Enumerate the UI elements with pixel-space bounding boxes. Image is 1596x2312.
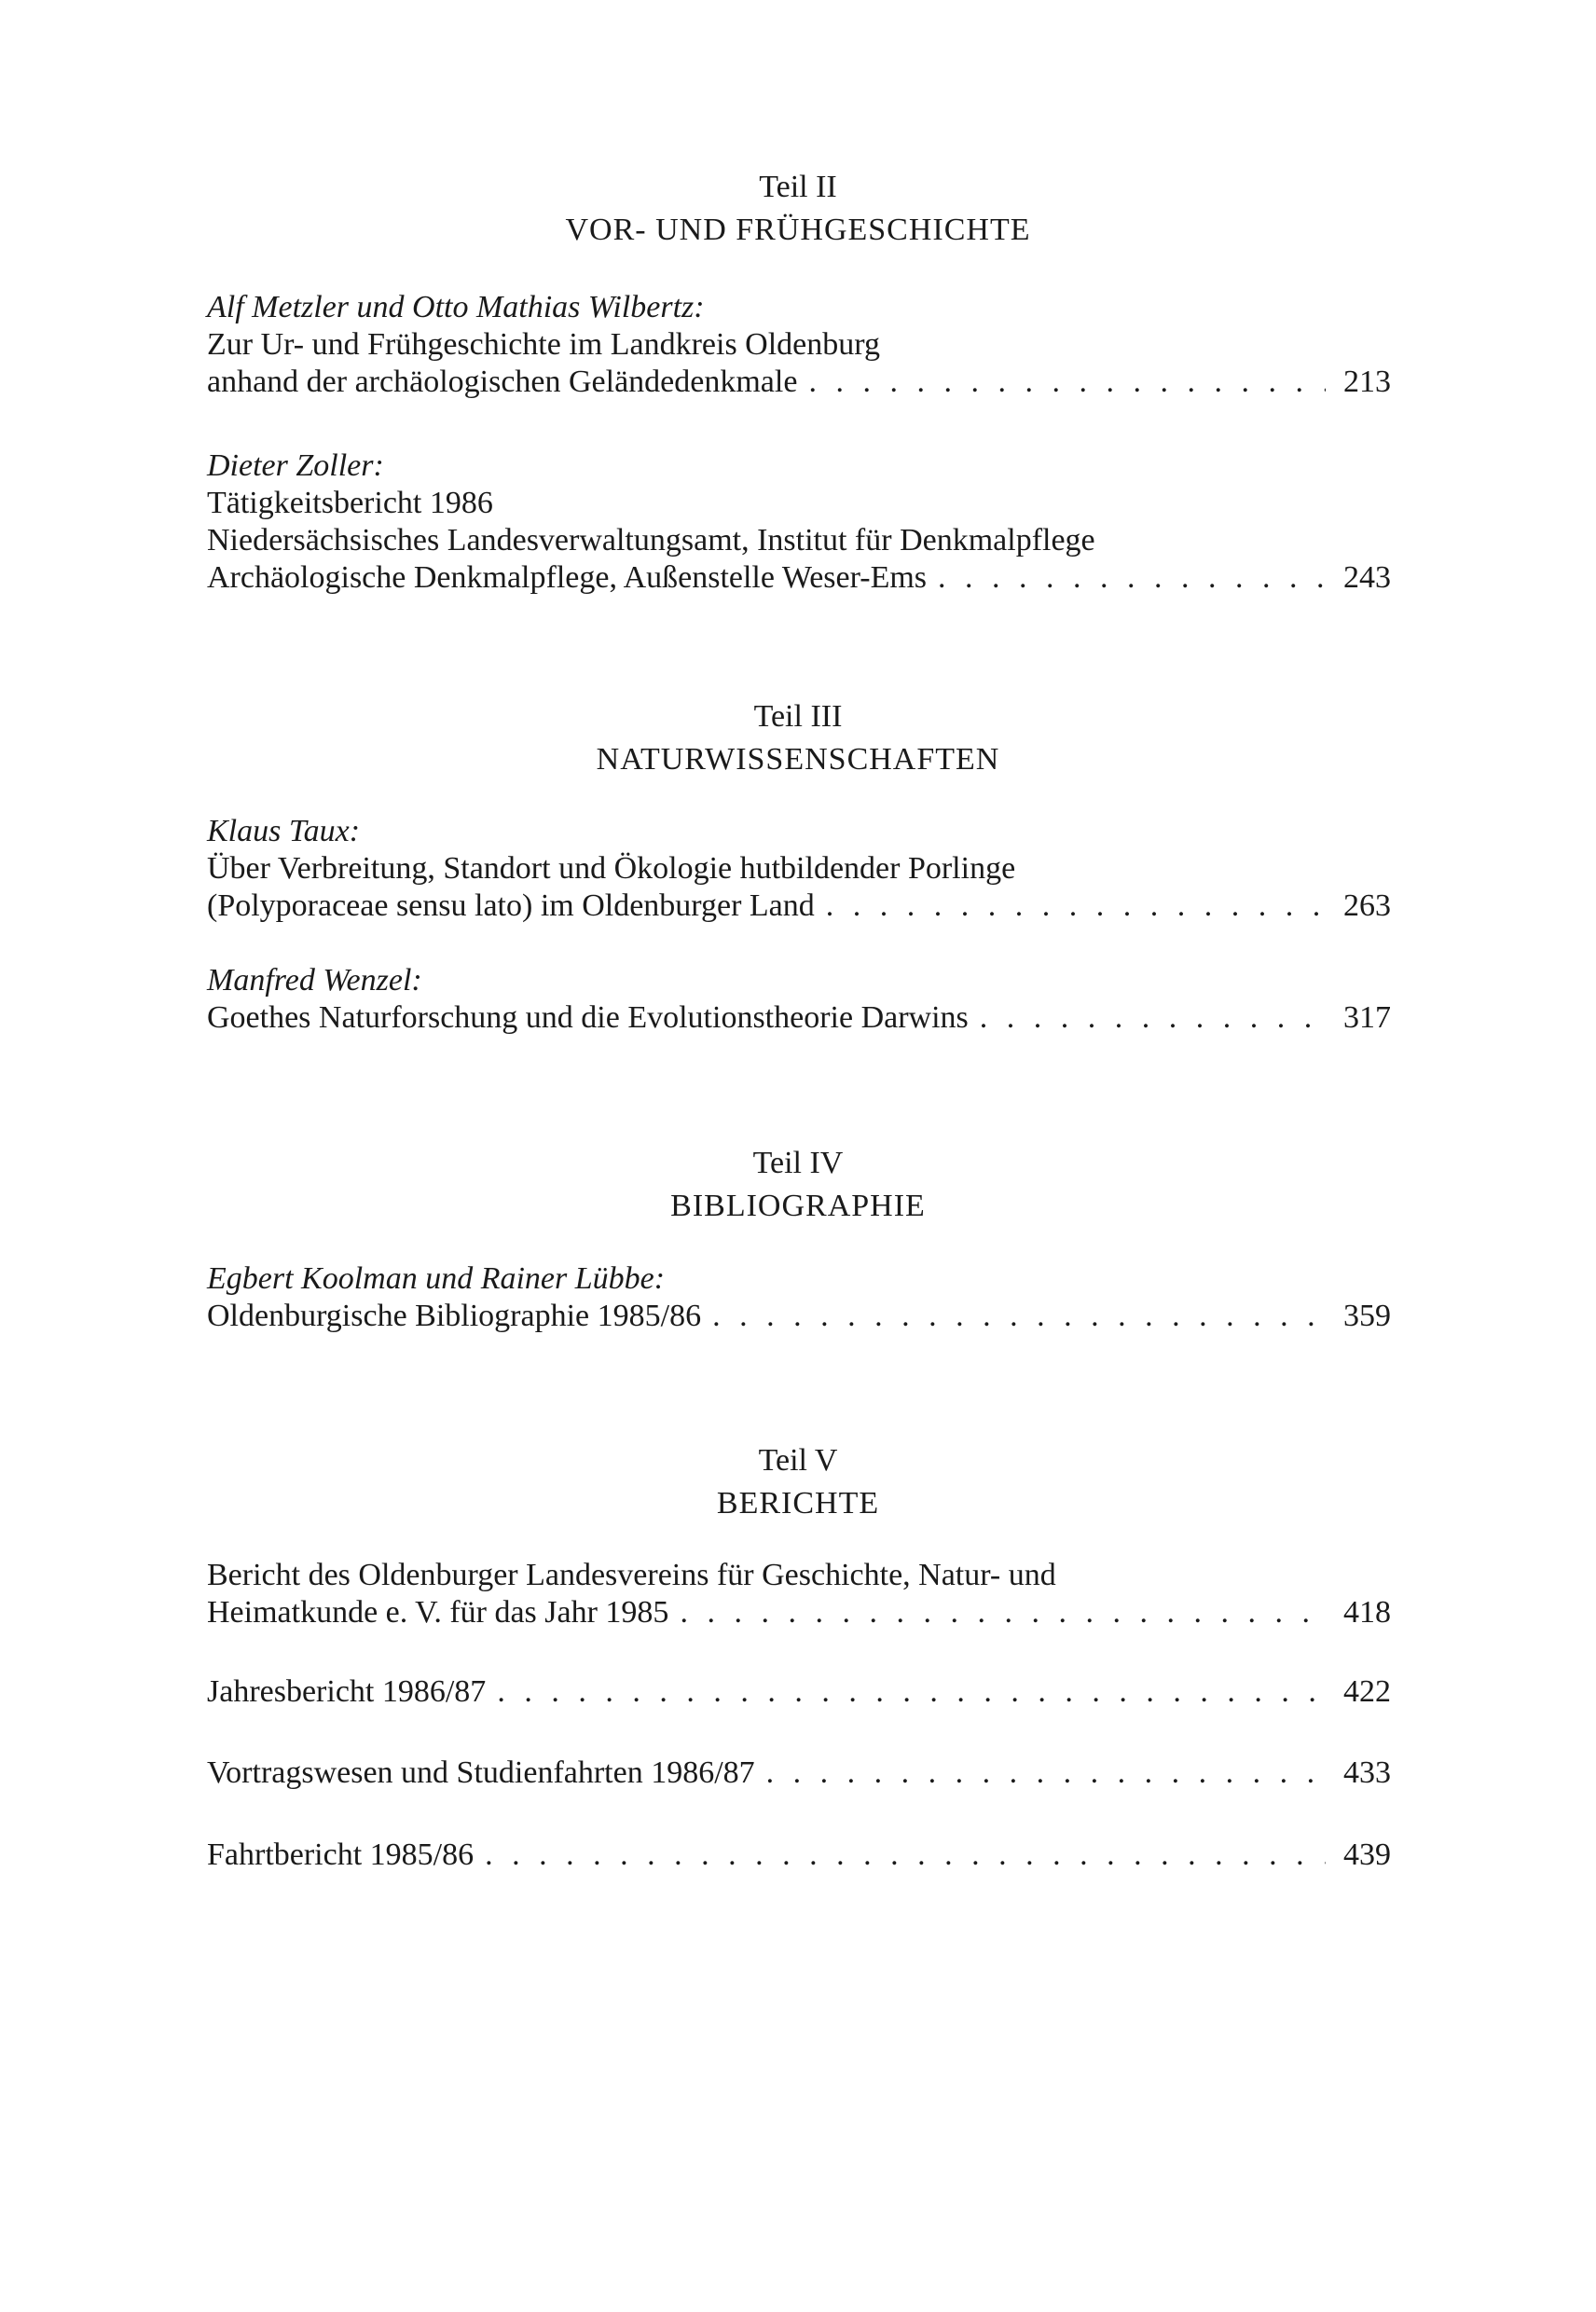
entry-final-line bbox=[207, 999, 1391, 1037]
page-number: 317 bbox=[1343, 1000, 1391, 1035]
toc-entry bbox=[207, 1837, 1391, 1874]
dot-leader bbox=[808, 364, 1326, 401]
entry-author: Dieter Zoller: bbox=[207, 448, 384, 483]
toc-entry bbox=[207, 962, 1391, 1037]
entry-title-line: Goethes Naturforschung und die Evolutionstheorie Darwins bbox=[207, 1000, 969, 1035]
part-number: Teil III bbox=[753, 699, 843, 734]
page-number: 422 bbox=[1343, 1674, 1391, 1709]
entry-final-line bbox=[207, 888, 1391, 925]
entry-title-line: Tätigkeitsbericht 1986 bbox=[207, 486, 493, 520]
dot-leader bbox=[485, 1837, 1326, 1874]
entry-title-line: Vortragswesen und Studienfahrten 1986/87 bbox=[207, 1755, 755, 1790]
entry-title-line: Archäologische Denkmalpflege, Außenstelle Weser-Ems bbox=[207, 560, 928, 595]
toc-entry bbox=[207, 1755, 1391, 1792]
entry-final-line bbox=[207, 1673, 1391, 1711]
entry-author: Manfred Wenzel: bbox=[207, 963, 422, 998]
part-heading bbox=[0, 166, 1596, 252]
entry-title-line: Niedersächsisches Landesverwaltungsamt, Institut für Denkmalpflege bbox=[207, 523, 1095, 557]
toc-entry bbox=[207, 447, 1391, 597]
entry-final-line bbox=[207, 364, 1391, 401]
dot-leader bbox=[980, 999, 1326, 1037]
entry-title-line: Über Verbreitung, Standort und Ökologie hutbildender Porlinge bbox=[207, 851, 1016, 886]
part-title: VOR- UND FRÜHGESCHICHTE bbox=[565, 213, 1031, 247]
entry-title-line: Zur Ur- und Frühgeschichte im Landkreis Oldenburg bbox=[207, 327, 880, 362]
entry-final-line bbox=[207, 1298, 1391, 1335]
dot-leader bbox=[938, 559, 1326, 597]
page-number: 263 bbox=[1343, 888, 1391, 923]
entry-title-line: anhand der archäologischen Geländedenkmale bbox=[207, 365, 798, 399]
dot-leader bbox=[712, 1298, 1326, 1335]
part-heading bbox=[0, 1142, 1596, 1228]
entry-title-line: Heimatkunde e. V. für das Jahr 1985 bbox=[207, 1595, 669, 1630]
part-number: Teil V bbox=[758, 1443, 838, 1478]
entry-title-line: Oldenburgische Bibliographie 1985/86 bbox=[207, 1299, 702, 1333]
entry-title-line: Fahrtbericht 1985/86 bbox=[207, 1837, 475, 1872]
entry-author: Klaus Taux: bbox=[207, 814, 361, 848]
toc-entry bbox=[207, 1260, 1391, 1335]
entry-author: Egbert Koolman und Rainer Lübbe: bbox=[207, 1261, 666, 1296]
toc-entry bbox=[207, 289, 1391, 401]
entry-final-line bbox=[207, 1755, 1391, 1792]
entry-title-line: (Polyporaceae sensu lato) im Oldenburger Land bbox=[207, 888, 815, 923]
part-title: NATURWISSENSCHAFTEN bbox=[596, 742, 1000, 777]
part-number: Teil II bbox=[759, 170, 837, 204]
dot-leader bbox=[766, 1755, 1326, 1792]
entry-title-line: Bericht des Oldenburger Landesvereins für Geschichte, Natur- und bbox=[207, 1558, 1056, 1592]
entry-author: Alf Metzler und Otto Mathias Wilbertz: bbox=[207, 290, 705, 324]
part-title: BIBLIOGRAPHIE bbox=[670, 1189, 926, 1223]
toc-entry bbox=[207, 1673, 1391, 1711]
toc-entry bbox=[207, 1557, 1391, 1631]
page-number: 213 bbox=[1343, 365, 1391, 399]
part-number: Teil IV bbox=[752, 1146, 844, 1180]
page-number: 359 bbox=[1343, 1299, 1391, 1333]
entry-final-line bbox=[207, 1594, 1391, 1631]
page-number: 418 bbox=[1343, 1595, 1391, 1630]
toc-entry bbox=[207, 813, 1391, 925]
part-heading bbox=[0, 1439, 1596, 1525]
part-heading bbox=[0, 695, 1596, 781]
page-number: 439 bbox=[1343, 1837, 1391, 1872]
dot-leader bbox=[826, 888, 1326, 925]
page-number: 243 bbox=[1343, 560, 1391, 595]
entry-final-line bbox=[207, 1837, 1391, 1874]
entry-title-line: Jahresbericht 1986/87 bbox=[207, 1674, 487, 1709]
dot-leader bbox=[680, 1594, 1326, 1631]
entry-final-line bbox=[207, 559, 1391, 597]
dot-leader bbox=[497, 1673, 1326, 1711]
part-title: BERICHTE bbox=[716, 1486, 880, 1521]
page-number: 433 bbox=[1343, 1755, 1391, 1790]
